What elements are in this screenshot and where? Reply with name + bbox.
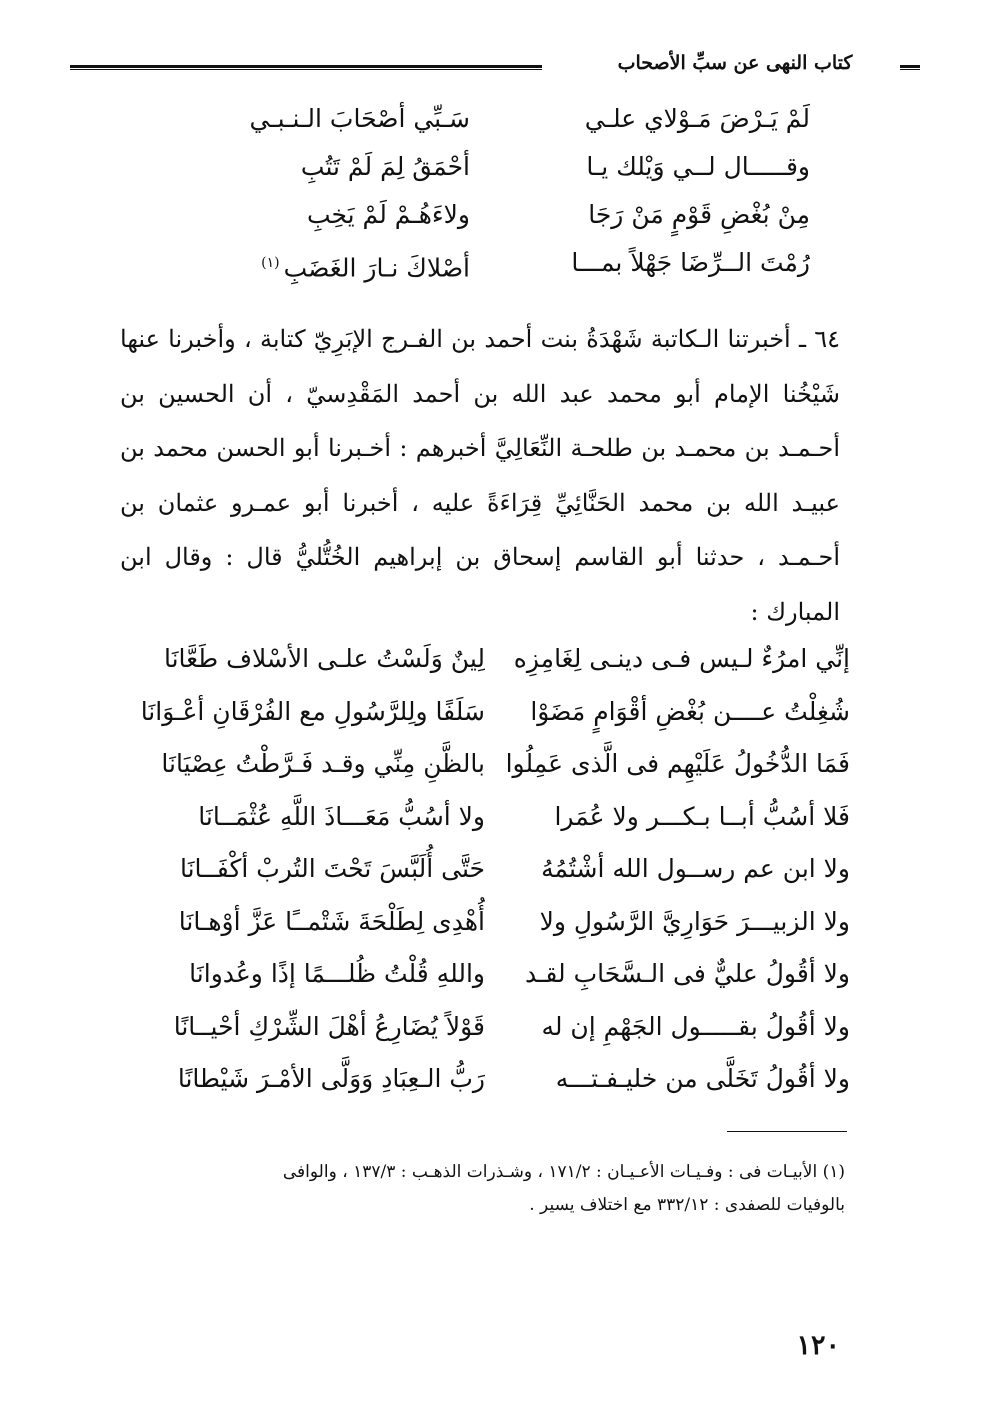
verse	[180, 143, 810, 191]
verse-first-hemistich: فَمَا الدُّخُولُ عَلَيْهِم فى الَّذى عَمِلُوا	[505, 749, 850, 778]
verse	[115, 843, 850, 896]
header-title: كتاب النهى عن سبِّ الأصحاب	[617, 52, 853, 74]
footnote-line: بالوفيات للصفدى : ٣٣٢/١٢ مع اختلاف يسير .	[529, 1195, 845, 1215]
verse-first-hemistich: إنِّي امرُءٌ لـيس فـى دينـى لِغَامِزِه	[513, 644, 850, 673]
verse	[180, 191, 810, 239]
verse-second-hemistich: ولاءَهُـمْ لَمْ يَخِبِ	[306, 200, 470, 229]
verse	[115, 896, 850, 949]
verse-second-hemistich	[180, 239, 470, 292]
verse-second-hemistich: سَـبِّي أصْحَابَ الـنـبـي	[249, 104, 470, 133]
verse	[115, 686, 850, 739]
verse-second-hemistich: أحْمَقُ لِمَ لَمْ تَتُبِ	[300, 152, 470, 181]
footnote	[120, 1156, 845, 1222]
verse-first-hemistich: ولا أقُولُ عليٌّ فى الـسَّحَابِ لقـد	[524, 959, 850, 988]
verse-second-text: أصْلاكَ نـارَ الغَضَبِ	[283, 253, 470, 283]
verse-first-hemistich: لَمْ يَـرْضَ مَـوْلاي علـي	[584, 104, 810, 133]
verse-first-hemistich: ولا أقُولُ بقـــــول الجَهْمِ إن له	[541, 1011, 850, 1041]
verse-second-hemistich: حَتَّى أُلَبَّسَ تَحْتَ التُربْ أكْفَــانَا	[179, 854, 485, 883]
verse-second-hemistich: ولا أسُبُّ مَعَـــاذَ اللَّهِ عُثْمَــانَا	[198, 801, 485, 831]
footnote-line: (١) الأبيـات فى : وفـيـات الأعـيـان : ١٧١/٢ ، وشـذرات الذهـب : ١٣٧/٣ ، والوافى	[282, 1162, 845, 1182]
footnote-reference[interactable]: (١)	[261, 255, 280, 271]
header-rule-left	[70, 65, 542, 70]
footnote-separator	[727, 1131, 847, 1132]
verse-first-hemistich: فَلا أسُبُّ أبــا بـكـــر ولا عُمَرا	[554, 801, 850, 831]
verse	[180, 239, 810, 287]
verse-second-hemistich: واللهِ قُلْتُ ظُلـــمًا إذًا وعُدوانَا	[189, 959, 485, 988]
verse	[115, 791, 850, 844]
verse	[115, 633, 850, 686]
verse-second-hemistich: قَوْلاً يُضَارِعُ أهْلَ الشِّرْكِ أحْيــانًا	[173, 1011, 485, 1041]
paragraph-text: ٦٤ ـ أخبرتنا الـكاتبة شَهْدَةُ بنت أحمد بن الفـرج الإبَرِيّ كتابة ، وأخبرنا عنها شَيْخُنا الإمام أبو محمد عبد الله بن أحمد المَقْدِسيّ ، أن الحسين بن أحـمـد بن محمـد بن طلحـة النِّعَالِيَّ أخبرهم : أخـبرنا أبو الحسن محمد بن عبيـد الله بن محمد الحَنَّائِيِّ قِرَاءَةً عليه ، أخبرنا أبو عمـرو عثمان بن أحـمـد ، حدثنا أبو القاسم إسحاق بن إبراهيم الخُتُّليُّ قال : وقال ابن المبارك :	[120, 325, 840, 626]
verse	[115, 948, 850, 1001]
verse-first-hemistich: رُمْتَ الــرِّضَا جَهْلاً بمـــا	[571, 248, 810, 277]
verse-first-hemistich: مِنْ بُغْضِ قَوْمٍ مَنْ رَجَا	[588, 200, 810, 229]
verse-first-hemistich: وقـــــال لــي وَيْلك يـا	[586, 152, 810, 181]
running-header	[70, 52, 920, 88]
verse-second-hemistich: بالظَّنِ مِنِّي وقـد فَـرَّطْتُ عِصْيَانَا	[161, 749, 485, 778]
verse	[115, 1001, 850, 1054]
verse	[115, 738, 850, 791]
verse-first-hemistich: ولا أقُولُ تَخَلَّى من خليـفـتـــه	[555, 1064, 850, 1093]
poem-second	[115, 633, 850, 1106]
verse	[180, 95, 810, 143]
verse-first-hemistich: ولا الزبيـــرَ حَوَارِيَّ الرَّسُولِ ولا	[539, 906, 850, 936]
verse-second-hemistich: رَبُّ الـعِبَادِ وَوَلَّى الأمْـرَ شَيْطانًا	[177, 1064, 485, 1093]
hadith-paragraph	[120, 312, 840, 639]
verse-second-hemistich: لِينٌ وَلَسْتُ علـى الأسْلاف طَعَّانَا	[163, 644, 485, 673]
verse-first-hemistich: شُغِلْتُ عــــن بُغْضِ أقْوَامٍ مَضَوْا	[530, 696, 850, 726]
verse	[115, 1053, 850, 1106]
verse-second-hemistich: أُهْدِى لِطَلْحَةَ شَتْمــًا عَزَّ أوْهـانَا	[178, 906, 485, 936]
page-number: ١٢٠	[796, 1330, 840, 1361]
poem-first	[180, 95, 810, 295]
verse-second-hemistich: سَلَفًا ولِلرَّسُولِ مع الفُرْقَانِ أعْـوَانَا	[140, 696, 485, 726]
verse-first-hemistich: ولا ابن عم رســول الله أشْتُمُهُ	[541, 854, 850, 883]
